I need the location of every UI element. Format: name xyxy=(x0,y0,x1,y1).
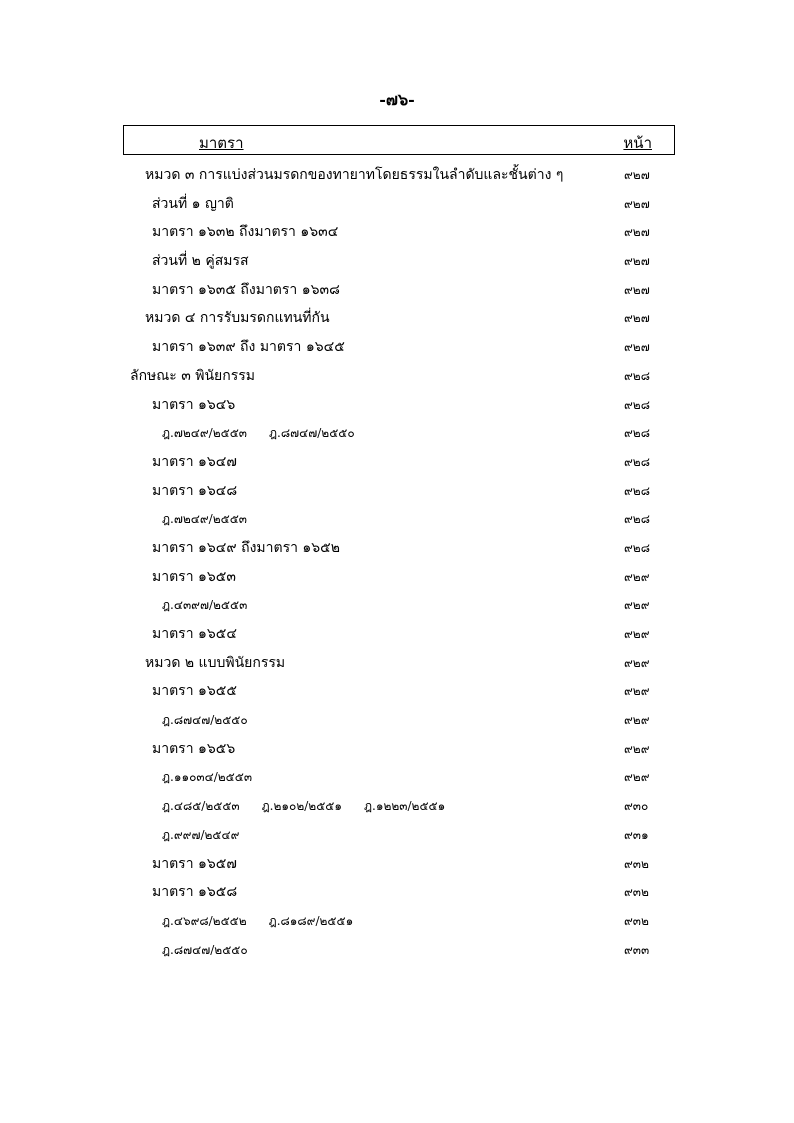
toc-entry-page: ๙๒๗ xyxy=(624,282,650,297)
entry-text: ฎ.๗๒๔๙/๒๕๕๓ xyxy=(162,426,247,441)
toc-entry-label xyxy=(145,307,330,329)
toc-entry xyxy=(0,334,794,363)
entry-text: มาตรา ๑๖๕๘ xyxy=(152,884,238,901)
toc-entry-label xyxy=(145,164,563,186)
toc-entry-label xyxy=(152,451,237,473)
toc-entry-label xyxy=(152,394,235,416)
toc-entry-page: ๙๒๙ xyxy=(624,569,650,584)
toc-entry-page: ๙๒๙ xyxy=(624,741,650,756)
case-reference-row xyxy=(0,707,794,736)
toc-entry-page: ๙๒๗ xyxy=(624,311,650,326)
toc-entry-page: ๙๒๙ xyxy=(624,713,650,728)
toc-entry xyxy=(0,392,794,421)
toc-entry-page: ๙๓๒ xyxy=(624,913,649,928)
case-reference-row xyxy=(0,822,794,851)
toc-entry-page: ๙๓๐ xyxy=(624,799,649,814)
toc-entry xyxy=(0,478,794,507)
toc-entry-page: ๙๒๘ xyxy=(624,512,650,527)
entry-text: มาตรา ๑๖๕๗ xyxy=(152,855,237,872)
entry-text: มาตรา ๑๖๔๖ xyxy=(152,396,236,413)
toc-entry xyxy=(0,621,794,650)
toc-entry-label xyxy=(152,250,249,272)
entry-text: ฎ.๘๗๔๗/๒๕๕๐ xyxy=(162,942,248,957)
toc-entry xyxy=(0,736,794,765)
entry-text: มาตรา ๑๖๕๕ xyxy=(152,683,237,700)
section-column-header: มาตรา xyxy=(199,134,244,152)
entry-text: ลักษณะ ๓ พินัยกรรม xyxy=(130,367,256,384)
toc-entry xyxy=(0,277,794,306)
toc-entry-page: ๙๒๘ xyxy=(624,368,650,383)
entry-text: หมวด ๒ แบบพินัยกรรม xyxy=(145,654,286,671)
entry-text: ฎ.๔๓๙๗/๒๕๕๓ xyxy=(162,598,248,613)
toc-entry-page: ๙๒๙ xyxy=(624,684,650,699)
toc-entry-page: ๙๒๘ xyxy=(624,483,650,498)
toc-entry xyxy=(0,162,794,191)
toc-entry xyxy=(0,305,794,334)
toc-entry-label xyxy=(152,480,237,502)
toc-entry-page: ๙๒๙ xyxy=(624,598,650,613)
toc-entry xyxy=(0,851,794,880)
entry-text: มาตรา ๑๖๓๙ ถึง มาตรา ๑๖๔๕ xyxy=(152,339,345,356)
toc-entry-label xyxy=(152,566,236,588)
toc-entry xyxy=(0,449,794,478)
toc-entry-page: ๙๒๘ xyxy=(624,540,650,555)
page-column-header: หน้า xyxy=(623,134,652,152)
case-reference-row xyxy=(0,793,794,822)
toc-entry-label xyxy=(162,424,355,443)
entry-text: ส่วนที่ ๑ ญาติ xyxy=(152,195,234,212)
entry-text: มาตรา ๑๖๓๕ ถึงมาตรา ๑๖๓๘ xyxy=(152,281,340,298)
case-reference-row xyxy=(0,420,794,449)
toc-entry-page: ๙๓๒ xyxy=(624,885,649,900)
toc-entry-label xyxy=(162,768,252,787)
entry-text: ฎ.๑๑๐๓๔/๒๕๕๓ xyxy=(162,770,253,785)
entry-text: มาตรา ๑๖๔๘ xyxy=(152,482,238,499)
toc-entry-page: ๙๒๘ xyxy=(624,426,650,441)
toc-entry xyxy=(0,678,794,707)
toc-entry-label xyxy=(152,537,340,559)
toc-entry-label xyxy=(152,738,235,760)
entry-text: หมวด ๓ การแบ่งส่วนมรดกของทายาทโดยธรรมในลำดับและชั้นต่าง ๆ xyxy=(145,167,564,183)
toc-entry-page: ๙๒๗ xyxy=(624,196,650,211)
entry-text-extra: ฎ.๑๒๒๓/๒๕๕๑ xyxy=(364,799,446,814)
toc-entry-label xyxy=(162,826,239,845)
entry-text: มาตรา ๑๖๔๗ xyxy=(152,453,237,470)
entry-text: มาตรา ๑๖๕๖ xyxy=(152,740,236,757)
toc-entry xyxy=(0,191,794,220)
toc-entry xyxy=(0,248,794,277)
case-reference-row xyxy=(0,764,794,793)
toc-entry xyxy=(0,564,794,593)
toc-entry-label xyxy=(145,652,285,674)
entry-text-extra: ฎ.๒๑๐๒/๒๕๕๑ xyxy=(261,799,342,814)
toc-entry-label xyxy=(162,912,353,931)
toc-header xyxy=(123,125,675,155)
entry-text-extra: ฎ.๘๑๘๙/๒๕๕๑ xyxy=(268,913,354,928)
toc-entry-label xyxy=(152,336,345,358)
toc-entry-page: ๙๓๑ xyxy=(624,827,649,842)
entry-text: มาตรา ๑๖๕๔ xyxy=(152,626,237,642)
toc-entry-label xyxy=(152,193,234,215)
page-number: -๗๖- xyxy=(379,90,415,109)
entry-text: หมวด ๔ การรับมรดกแทนที่กัน xyxy=(145,310,330,327)
table-of-contents xyxy=(0,162,794,965)
case-reference-row xyxy=(0,592,794,621)
case-reference-row xyxy=(0,908,794,937)
entry-text: ส่วนที่ ๒ คู่สมรส xyxy=(152,253,249,270)
toc-entry-label xyxy=(162,596,247,615)
toc-entry-label xyxy=(130,365,255,387)
case-reference-row xyxy=(0,506,794,535)
toc-entry-label xyxy=(162,797,445,816)
entry-text: ฎ.๔๘๕/๒๕๕๓ xyxy=(162,799,240,814)
entry-text: มาตรา ๑๖๔๙ ถึงมาตรา ๑๖๕๒ xyxy=(152,539,341,556)
toc-entry-page: ๙๒๙ xyxy=(624,627,650,641)
toc-entry-label xyxy=(152,221,338,243)
toc-entry-label xyxy=(152,279,340,301)
toc-entry-label xyxy=(152,853,237,875)
toc-entry-label xyxy=(162,711,248,730)
toc-entry-page: ๙๒๙ xyxy=(624,770,650,785)
entry-text: ฎ.๙๙๗/๒๕๔๙ xyxy=(162,827,240,842)
toc-entry-page: ๙๒๘ xyxy=(624,454,650,469)
toc-entry xyxy=(0,879,794,908)
toc-entry-page: ๙๒๙ xyxy=(624,655,650,670)
toc-entry xyxy=(0,219,794,248)
toc-entry-label xyxy=(162,941,248,960)
toc-entry-label xyxy=(162,510,247,529)
entry-text: มาตรา ๑๖๕๓ xyxy=(152,568,236,585)
toc-entry-label xyxy=(152,680,237,702)
toc-entry-page: ๙๓๓ xyxy=(624,942,650,957)
toc-entry xyxy=(0,363,794,392)
toc-entry-page: ๙๒๗ xyxy=(624,225,650,240)
toc-entry-page: ๙๒๗ xyxy=(624,168,650,182)
toc-entry-label xyxy=(152,623,237,645)
toc-entry-page: ๙๒๘ xyxy=(624,397,650,412)
entry-text: มาตรา ๑๖๓๒ ถึงมาตรา ๑๖๓๔ xyxy=(152,224,339,241)
toc-entry xyxy=(0,650,794,679)
toc-entry-page: ๙๒๗ xyxy=(624,340,650,355)
entry-text: ฎ.๗๒๔๙/๒๕๕๓ xyxy=(162,512,247,527)
toc-entry-label xyxy=(152,881,237,903)
entry-text: ฎ.๘๗๔๗/๒๕๕๐ xyxy=(162,713,248,728)
toc-entry xyxy=(0,535,794,564)
toc-entry-page: ๙๓๒ xyxy=(624,856,649,871)
toc-entry-page: ๙๒๗ xyxy=(624,254,650,269)
entry-text-extra: ฎ.๘๗๔๗/๒๕๕๐ xyxy=(269,426,355,441)
case-reference-row xyxy=(0,937,794,966)
entry-text: ฎ.๔๖๙๘/๒๕๕๒ xyxy=(162,913,247,928)
